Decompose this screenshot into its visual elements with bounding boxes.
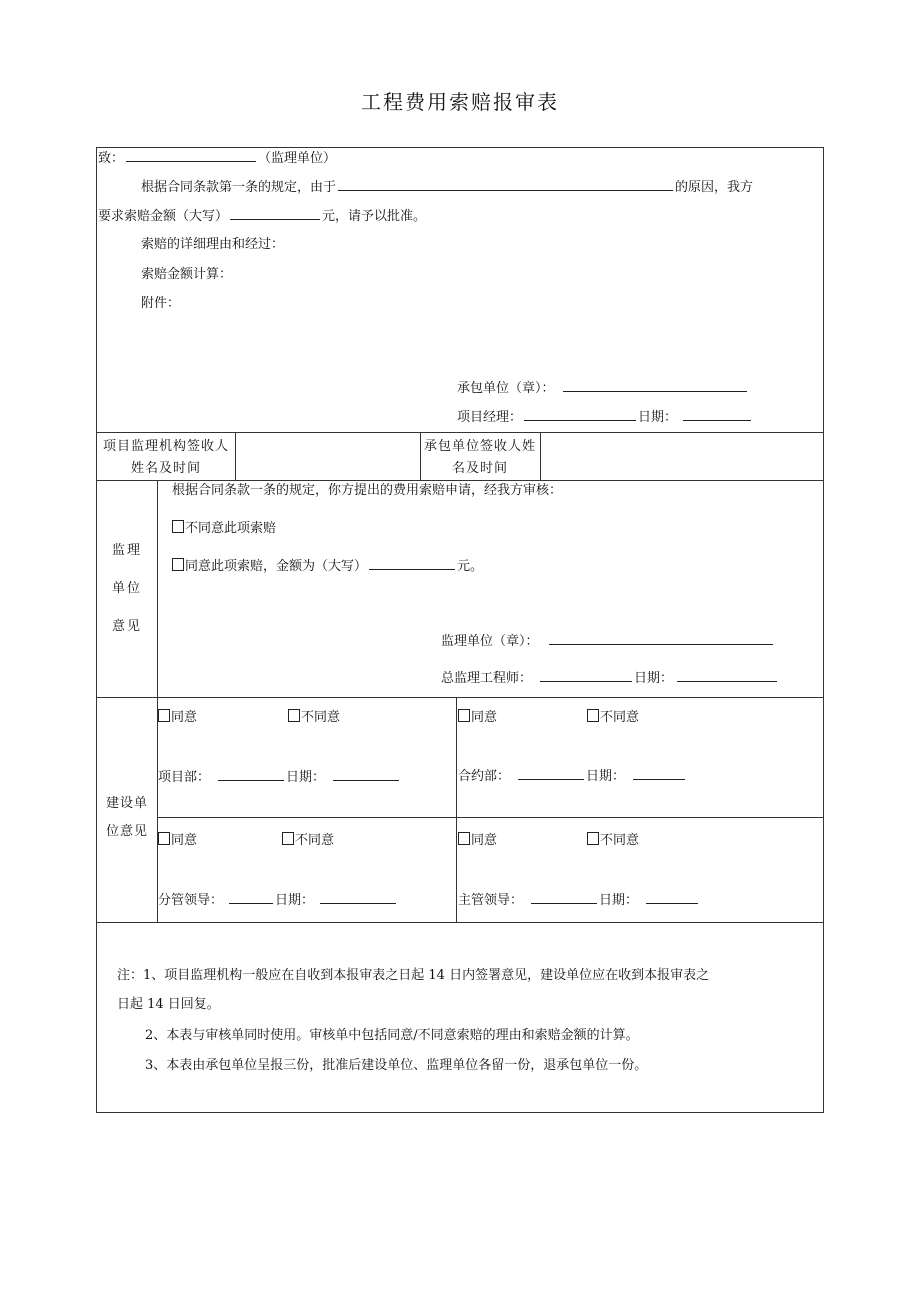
date-label: 日期：: [634, 671, 674, 686]
table-border: [96, 147, 97, 1112]
date-label: 日期：: [586, 769, 626, 784]
note-2: 2、本表与审核单同时使用。审核单中包括同意/不同意索赔的理由和索赔金额的计算。: [145, 1028, 639, 1043]
checkbox[interactable]: [587, 832, 599, 845]
signer-label: 主管领导：: [458, 893, 524, 908]
chief-line: [441, 669, 779, 687]
agree-suffix: 元。: [457, 559, 484, 574]
row-divider: [96, 697, 824, 698]
col-divider: [456, 697, 457, 922]
disagree-label: 不同意: [295, 833, 335, 848]
agree-label: 同意: [171, 710, 198, 725]
agree-amount-field[interactable]: [369, 557, 455, 570]
signer-label: 分管领导：: [158, 893, 224, 908]
agree-label: 同意此项索赔，金额为（大写）: [185, 559, 368, 574]
date-field[interactable]: [633, 767, 685, 780]
agree-option[interactable]: [458, 709, 497, 726]
disagree-option[interactable]: [587, 832, 639, 849]
attachment-label: 附件：: [141, 296, 181, 311]
pm-field[interactable]: [524, 408, 636, 421]
supervisor-receiver-label: 项目监理机构签收人姓名及时间: [102, 439, 229, 476]
date-field[interactable]: [333, 768, 399, 781]
table-border: [823, 147, 824, 1112]
date-label: 日期：: [286, 770, 326, 785]
supervisor-seal-line: [441, 632, 775, 650]
disagree-option[interactable]: [282, 832, 334, 849]
checkbox[interactable]: [172, 520, 184, 533]
reason-suffix: 的原因，我方: [675, 180, 754, 195]
to-field[interactable]: [126, 149, 256, 162]
col-divider: [157, 480, 158, 922]
disagree-option[interactable]: [587, 709, 639, 726]
checkbox[interactable]: [458, 832, 470, 845]
page-title: 工程费用索赔报审表: [361, 90, 559, 114]
date-label: 日期：: [599, 893, 639, 908]
table-border: [96, 1112, 824, 1113]
amount-field[interactable]: [230, 207, 320, 220]
table-border: [96, 147, 824, 148]
date-label: 日期：: [275, 893, 315, 908]
signer-line: [458, 767, 687, 785]
contractor-seal-field[interactable]: [563, 379, 747, 392]
checkbox[interactable]: [172, 558, 184, 571]
date-label: 日期：: [638, 410, 678, 425]
note-1: 注：1、项目监理机构一般应在自收到本报审表之日起 14 日内签署意见，建设单位应在收到本报审表之: [117, 968, 710, 983]
signer-label: 合约部：: [458, 769, 511, 784]
signer-line: [458, 891, 700, 909]
contractor-receiver-label: 承包单位签收人姓名及时间: [423, 439, 536, 476]
row-divider: [96, 480, 824, 481]
supervisor-seal-field[interactable]: [549, 632, 773, 645]
date-field[interactable]: [646, 891, 698, 904]
chief-field[interactable]: [540, 669, 632, 682]
disagree-label: 不同意: [600, 833, 640, 848]
supervisor-receiver-field[interactable]: [236, 433, 419, 479]
disagree-option[interactable]: [288, 709, 340, 726]
checkbox[interactable]: [458, 709, 470, 722]
pm-line: [457, 408, 753, 426]
signer-field[interactable]: [218, 768, 284, 781]
disagree-label: 不同意: [301, 710, 341, 725]
signer-field[interactable]: [531, 891, 597, 904]
reason-line: [141, 178, 753, 196]
to-line: [98, 149, 336, 167]
signer-line: [158, 891, 398, 909]
to-suffix: （监理单位）: [258, 151, 337, 166]
date-field[interactable]: [677, 669, 777, 682]
signer-field[interactable]: [518, 767, 584, 780]
agree-label: 同意: [171, 833, 198, 848]
supervisor-opinion-label: 监理单位意见: [111, 543, 142, 634]
calc-label: 索赔金额计算：: [141, 267, 233, 282]
signer-field[interactable]: [229, 891, 273, 904]
date-field[interactable]: [683, 408, 751, 421]
checkbox[interactable]: [288, 709, 300, 722]
pm-label: 项目经理：: [457, 410, 523, 425]
signer-line: [158, 768, 401, 786]
agree-option[interactable]: [172, 557, 483, 575]
amount-prefix: 要求索赔金额（大写）: [98, 209, 229, 224]
date-field[interactable]: [320, 891, 396, 904]
signer-label: 项目部：: [158, 770, 211, 785]
disagree-label: 不同意: [600, 710, 640, 725]
reason-prefix: 根据合同条款第一条的规定，由于: [141, 180, 337, 195]
note-1-cont: 日起 14 日回复。: [117, 997, 220, 1012]
reject-option[interactable]: [172, 520, 276, 537]
row-divider: [157, 817, 824, 818]
row-divider: [96, 922, 824, 923]
supervisor-seal-label: 监理单位（章）：: [441, 634, 539, 649]
amount-suffix: 元，请予以批准。: [322, 209, 427, 224]
contractor-receiver-field[interactable]: [541, 433, 823, 479]
reason-field[interactable]: [338, 178, 673, 191]
agree-label: 同意: [471, 710, 498, 725]
detail-label: 索赔的详细理由和经过：: [141, 237, 285, 252]
note-3: 3、本表由承包单位呈报三份，批准后建设单位、监理单位各留一份，退承包单位一份。: [145, 1058, 648, 1073]
agree-option[interactable]: [458, 832, 497, 849]
checkbox[interactable]: [587, 709, 599, 722]
reject-label: 不同意此项索赔: [185, 521, 277, 536]
checkbox[interactable]: [282, 832, 294, 845]
agree-label: 同意: [471, 833, 498, 848]
agree-option[interactable]: [158, 832, 197, 849]
supervisor-intro: 根据合同条款一条的规定，你方提出的费用索赔申请，经我方审核：: [172, 483, 563, 498]
checkbox[interactable]: [158, 832, 170, 845]
checkbox[interactable]: [158, 709, 170, 722]
owner-opinion-label: 建设单位意见: [105, 796, 148, 839]
agree-option[interactable]: [158, 709, 197, 726]
col-divider: [420, 432, 421, 480]
contractor-seal-label: 承包单位（章）：: [457, 381, 555, 396]
chief-label: 总监理工程师：: [441, 671, 533, 686]
contractor-seal-line: [457, 379, 749, 397]
amount-line: [98, 207, 426, 225]
to-label: 致：: [98, 151, 125, 166]
